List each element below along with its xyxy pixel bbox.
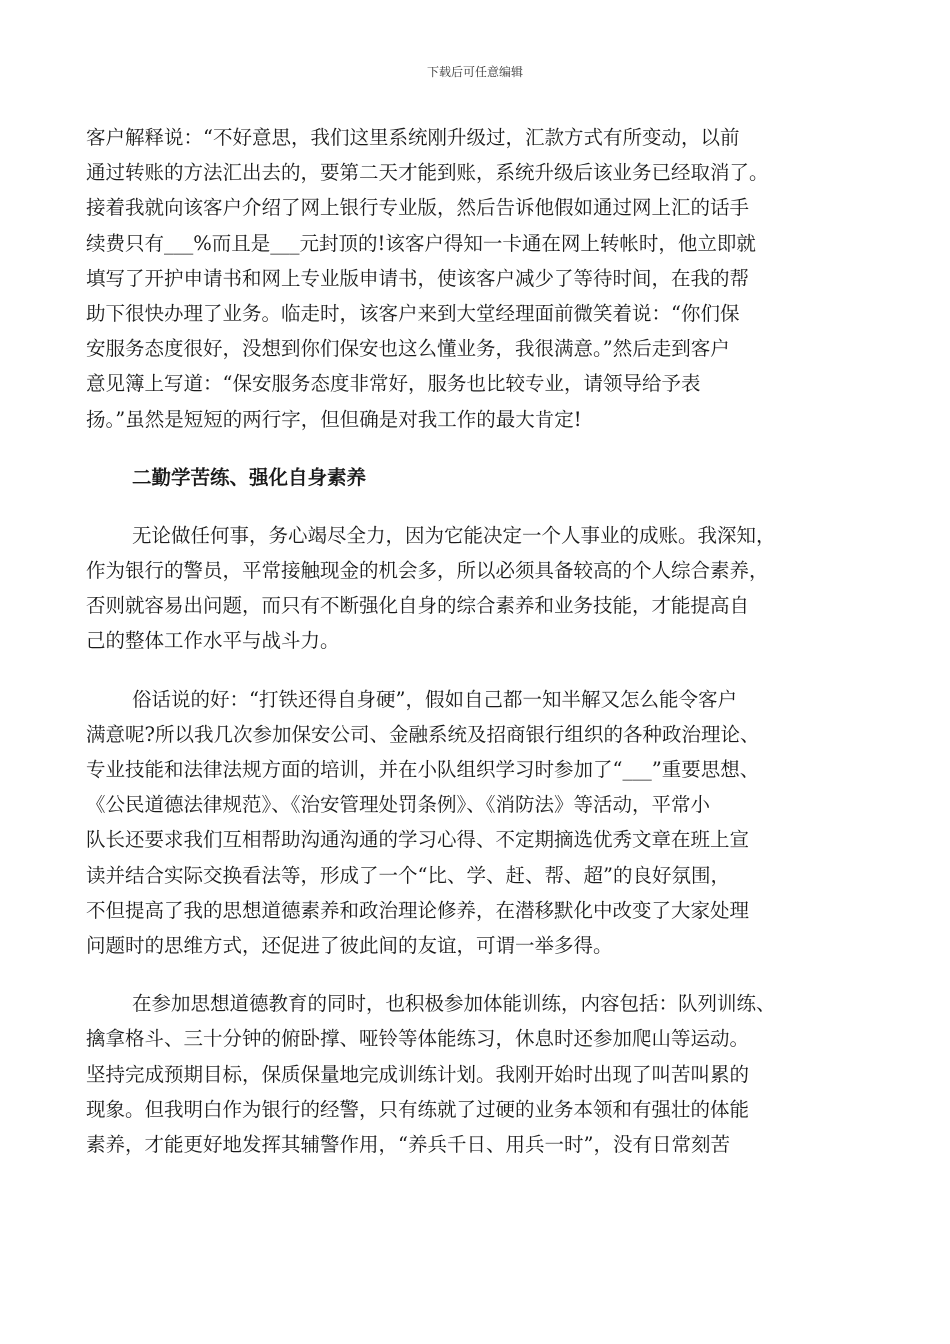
text-line: 续费只有___%而且是___元封顶的!该客户得知一卡通在网上转帐时，他立即就	[86, 231, 756, 255]
text-line: 队长还要求我们互相帮助沟通沟通的学习心得、不定期摘选优秀文章在班上宣	[86, 828, 750, 852]
paragraph-gap	[86, 659, 866, 682]
text-line: 现象。但我明白作为银行的经警，只有练就了过硬的业务本领和有强壮的体能	[86, 1097, 750, 1121]
text-line: 安服务态度很好，没想到你们保安也这么懂业务，我很满意。”然后走到客户	[86, 337, 730, 361]
paragraph-gap	[86, 963, 866, 986]
text-line: 接着我就向该客户介绍了网上银行专业版，然后告诉他假如通过网上汇的话手	[86, 196, 750, 220]
text-line: 专业技能和法律法规方面的培训，并在小队组织学习时参加了“___”重要思想、	[86, 758, 760, 781]
paragraph-gap	[86, 437, 866, 460]
text-line: 《公民道德法律规范》、《治安管理处罚条例》、《消防法》等活动，平常小	[86, 793, 711, 817]
text-line: 通过转账的方法汇出去的，要第二天才能到账，系统升级后该业务已经取消了。	[86, 161, 769, 185]
text-line: 意见簿上写道：“保安服务态度非常好，服务也比较专业，请领导给予表	[86, 372, 701, 396]
paragraph-gap	[86, 495, 866, 518]
page-header: 下载后可任意编辑	[426, 65, 523, 79]
text-line: 作为银行的警员，平常接触现金的机会多，所以必须具备较高的个人综合素养，	[86, 559, 769, 583]
text-line: 在参加思想道德教育的同时，也积极参加体能训练，内容包括：队列训练、	[132, 992, 776, 1016]
paragraph	[86, 120, 866, 437]
text-line: 填写了开护申请书和网上专业版申请书，使该客户减少了等待时间，在我的帮	[86, 266, 750, 290]
paragraph	[86, 518, 866, 659]
text-line: 满意呢?所以我几次参加保安公司、金融系统及招商银行组织的各种政治理论、	[86, 722, 760, 746]
text-line: 不但提高了我的思想道德素养和政治理论修养，在潜移默化中改变了大家处理	[86, 898, 750, 922]
text-line: 否则就容易出问题，而只有不断强化自身的综合素养和业务技能，才能提高自	[86, 594, 750, 618]
section-heading-block	[86, 460, 866, 495]
document-body	[86, 120, 866, 1162]
text-line: 扬。”虽然是短短的两行字，但但确是对我工作的最大肯定!	[86, 407, 582, 431]
text-line: 助下很快办理了业务。临走时，该客户来到大堂经理面前微笑着说：“你们保	[86, 301, 740, 325]
text-line: 擒拿格斗、三十分钟的俯卧撑、哑铃等体能练习，休息时还参加爬山等运动。	[86, 1027, 750, 1051]
text-line: 己的整体工作水平与战斗力。	[86, 629, 340, 653]
text-line: 俗话说的好：“打铁还得自身硬”，假如自己都一知半解又怎么能令客户	[132, 687, 737, 711]
paragraph	[86, 986, 866, 1162]
text-line: 无论做任何事，务心竭尽全力，因为它能决定一个人事业的成账。我深知，	[132, 523, 776, 547]
text-line: 客户解释说：“不好意思，我们这里系统刚升级过，汇款方式有所变动，以前	[86, 126, 740, 149]
section-heading: 二勤学苦练、强化自身素养	[132, 465, 367, 489]
text-line: 素养，才能更好地发挥其辅警作用，“养兵千日、用兵一时”，没有日常刻苦	[86, 1132, 730, 1156]
text-line: 读并结合实际交换看法等，形成了一个“比、学、赶、帮、超”的良好氛围，	[86, 863, 730, 887]
paragraph	[86, 682, 866, 964]
text-line: 坚持完成预期目标，保质保量地完成训练计划。我刚开始时出现了叫苦叫累的	[86, 1062, 750, 1086]
text-line: 问题时的思维方式，还促进了彼此间的友谊，可谓一举多得。	[86, 933, 613, 957]
